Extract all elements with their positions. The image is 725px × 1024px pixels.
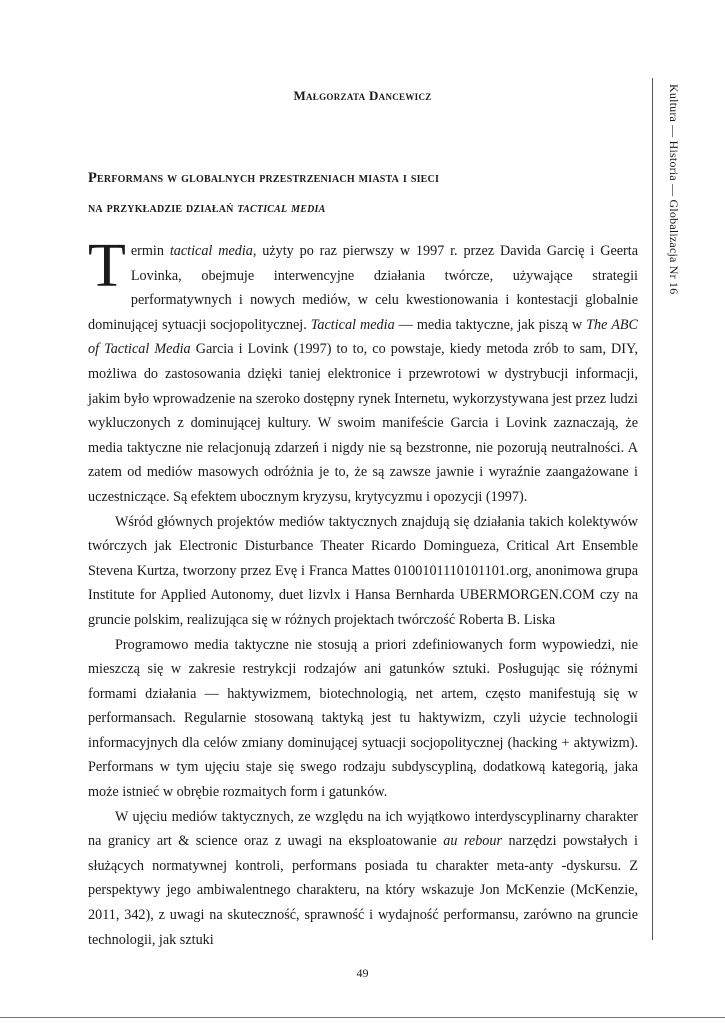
p1-italic-1: tactical media <box>169 243 253 259</box>
author-first-name: Małgorzata <box>293 88 366 103</box>
page-number: 49 <box>356 966 369 980</box>
paragraph-4 <box>88 805 638 953</box>
p1-italic-2: Tactical media <box>310 316 395 333</box>
p4-text-1: W ujęciu mediów taktycznych, ze względu na ich wyjątkowo interdyscyplinarny charakter na granicy art & science oraz z uwagi na eksploatowanie <box>88 808 638 850</box>
p1-italic-3: The ABC of Tactical Media <box>88 316 638 358</box>
paragraph-2: Wśród głównych projektów mediów taktycznych znajdują się działania takich kolektywów twórczych jak Electronic Disturbance Theater Ricardo Domingueza, Critical Art Ensemble Stevena Kurtza, tworzony przez Evę i Franca Mattes 0100101110101101.org, anonimowa grupa Institute for Applied Autonomy, duet lizvlx i Hansa Bernharda UBERMORGEN.COM czy na gruncie polskim, realizująca się w różnych projektach twórczość Roberta B. Liska <box>88 513 638 628</box>
p1-text-4: Garcia i Lovink (1997) to to, co powstaje, kiedy metoda zrób to sam, DIY, możliwa do zastosowania dzięki taniej elektronice i przewrotowi w dystrybucji informacji, jakim było wprowadzenie na szeroko dostępny rynek Internetu, wykorzystywana jest przez ludzi wykluczonych z dominującej kultury. W swoim manifeście Garcia i Lovink zaznaczają, że media taktyczne nie relacjonują zdarzeń i nigdy nie są bezstronne, nie pozorują neutralności. A zatem od mediów masowych odróżnia je to, że są zawsze jawnie i wyraźnie zaangażowane i uczestniczące. Są efektem ubocznym kryzysu, krytycyzmu i opozycji (1997). <box>88 341 638 505</box>
author-name <box>0 88 725 104</box>
p4-text-2: narzędzi powstałych i służących normatywnej kontroli, performans posiada tu charakter meta-anty -dyskursu. Z perspektywy jego ambiwalentnego charakteru, na który wskazuje Jon McKenzie (McKenzie, 2011, 342), z uwagi na skuteczność, sprawność i wydajność performansu, zarówno na gruncie technologii, jak sztuki <box>88 833 638 948</box>
p1-text-2: , użyty po raz pierwszy w 1997 r. przez Davida Garcię i Geerta Lovinka, obejmuje interwencyjne działania twórcze, używające strategii performatywnych i nowych mediów, w celu kwestionowania i kontestacji globalnie dominującej sytuacji socjopolitycznej. <box>88 243 639 333</box>
p4-italic-1: au rebour <box>443 833 503 850</box>
title-italic: tactical media <box>237 200 326 216</box>
side-rule <box>652 78 653 940</box>
bottom-rule <box>0 1017 725 1018</box>
drop-cap: T <box>88 232 126 300</box>
article-title-line-1: Performans w globalnych przestrzeniach miasta i sieci <box>88 170 440 186</box>
p1-text-3: — media taktyczne, jak piszą w <box>394 316 587 333</box>
paragraph-1 <box>88 232 639 510</box>
article-body <box>88 232 639 952</box>
p1-text-1: ermin <box>130 243 170 259</box>
running-head: Kultura — Historia — Globalizacja Nr 16 <box>667 84 681 295</box>
paragraph-3: Programowo media taktyczne nie stosują a priori zdefiniowanych form wypowiedzi, nie mieszczą się w zakresie restrykcji rodzajów ani gatunków sztuki. Posługując się różnymi formami działania — haktywizmem, biotechnologią, net artem, często manifestują się w performansach. Regularnie stosowaną taktyką jest tu haktywizm, czyli użycie technologii informacyjnych dla celów zmiany dominującej sytuacji socjopolitycznej (hacking + aktywizm). Performans w tym ujęciu staje się swego rodzaju subdyscypliną, dodatkową kategorią, jaka może istnieć w obrębie rozmaitych form i gatunków. <box>88 636 638 801</box>
author-last-name: Dancewicz <box>368 88 432 103</box>
article-title-line-2 <box>88 200 608 217</box>
title-prefix: na przykładzie działań <box>88 200 238 216</box>
